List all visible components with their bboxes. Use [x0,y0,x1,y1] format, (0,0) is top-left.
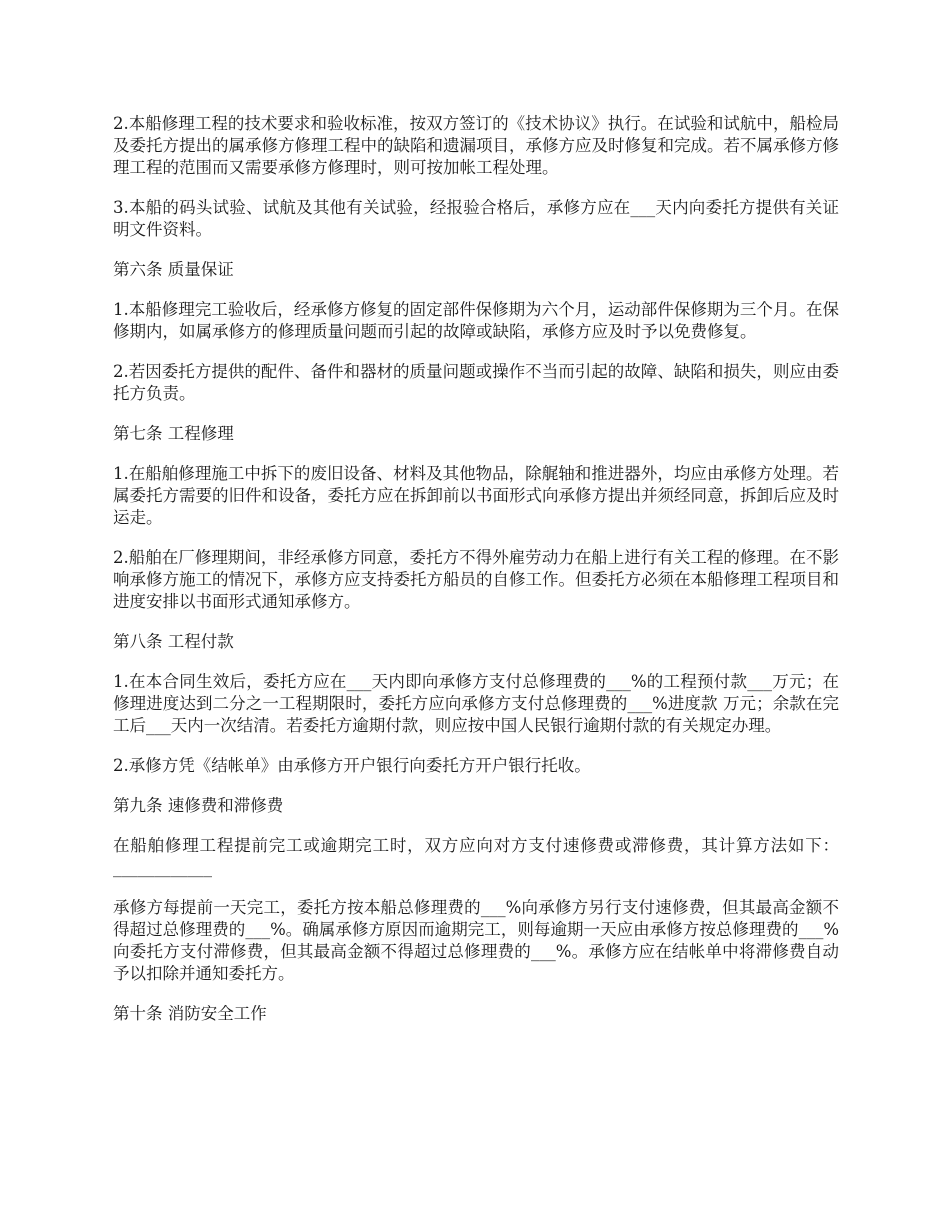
clause-9-intro: 在船舶修理工程提前完工或逾期完工时，双方应向对方支付速修费或滞修费，其计算方法如下：____________ [113,836,839,877]
clause-7-item-2: 2.船舶在厂修理期间，非经承修方同意，委托方不得外雇劳动力在船上进行有关工程的修理。在不影响承修方施工的情况下，承修方应支持委托方船员的自修工作。但委托方必须在本船修理工程项目和进度安排以书面形式通知承修方。 [113,548,839,611]
clause-6-item-2: 2.若因委托方提供的配件、备件和器材的质量问题或操作不当而引起的故障、缺陷和损失，则应由委托方负责。 [113,362,839,403]
clause-7-item-1: 1.在船舶修理施工中拆下的废旧设备、材料及其他物品，除艉轴和推进器外，均应由承修方处理。若属委托方需要的旧件和设备，委托方应在拆卸前以书面形式向承修方提出并须经同意，拆卸后应及时运走。 [113,464,839,527]
clause-9-detail: 承修方每提前一天完工，委托方按本船总修理费的___%向承修方另行支付速修费，但其最高金额不得超过总修理费的___%。确属承修方原因而逾期完工，则每逾期一天应由承修方按总修理费的___%向委托方支付滞修费，但其最高金额不得超过总修理费的___%。承修方应在结帐单中将滞修费自动予以扣除并通知委托方。 [113,898,839,983]
clause-7-heading: 第七条 工程修理 [113,424,234,443]
clause-6-item-1: 1.本船修理完工验收后，经承修方修复的固定部件保修期为六个月，运动部件保修期为三个月。在保修期内，如属承修方的修理质量问题而引起的故障或缺陷，承修方应及时予以免费修复。 [113,300,839,341]
document-body [113,113,839,1043]
clause-8-heading: 第八条 工程付款 [113,632,234,651]
clause-5-item-3: 3.本船的码头试验、试航及其他有关试验，经报验合格后，承修方应在___天内向委托方提供有关证明文件资料。 [113,198,839,239]
clause-6-heading: 第六条 质量保证 [113,260,234,279]
clause-8-item-2: 2.承修方凭《结帐单》由承修方开户银行向委托方开户银行托收。 [113,756,591,775]
clause-5-item-2: 2.本船修理工程的技术要求和验收标准，按双方签订的《技术协议》执行。在试验和试航中，船检局及委托方提出的属承修方修理工程中的缺陷和遗漏项目，承修方应及时修复和完成。若不属承修方修理工程的范围而又需要承修方修理时，则可按加帐工程处理。 [113,114,839,177]
clause-10-heading: 第十条 消防安全工作 [113,1004,267,1023]
clause-8-item-1: 1.在本合同生效后，委托方应在___天内即向承修方支付总修理费的___%的工程预付款___万元；在修理进度达到二分之一工程期限时，委托方应向承修方支付总修理费的___%进度款 万元；余款在完工后___天内一次结清。若委托方逾期付款，则应按中国人民银行逾期付款的有关规定办理。 [113,672,839,735]
clause-9-heading: 第九条 速修费和滞修费 [113,796,284,815]
